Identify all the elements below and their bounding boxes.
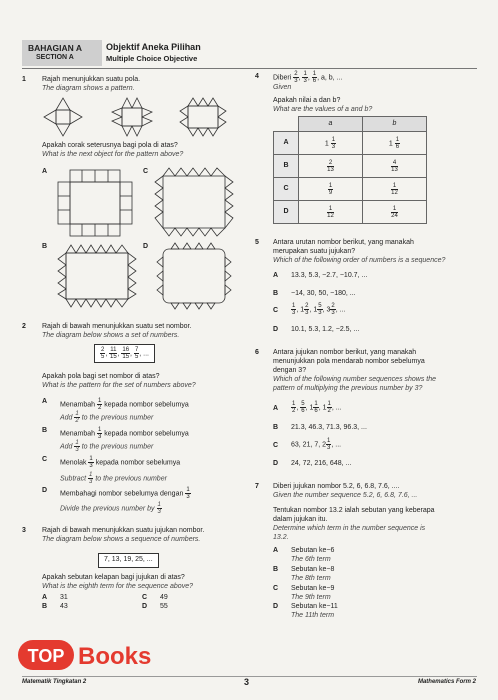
option-text: Sebutan ke−9 [291,585,335,592]
section-label-en: SECTION A [36,54,74,61]
question-text: Antara urutan nombor berikut, yang manakah [273,239,414,246]
question-number: 6 [255,349,259,356]
option-letter: A [42,398,48,405]
section-title-en: Multiple Choice Objective [106,54,198,63]
option-text-en: Add $\frac{1}{2}$ to the previous number [60,411,154,424]
number-set-box: $\frac{2}{5}$ , $\frac{11}{15}$ , $\frac{16}{15}$ , $\frac{7}{5}$ , ... [94,344,155,363]
row-letter: B [274,155,299,178]
option-text: Membahagi nombor sebelumya dengan $\frac{1}{3}$ [60,487,190,500]
question-ask: Tentukan nombor 13.2 ialah sebutan yang keberapa [273,507,435,514]
question-number: 1 [22,76,26,83]
question-ask: Apakah sebutan kelapan bagi jujukan di atas? [42,574,185,581]
section-title-ms: Objektif Aneka Pilihan [106,42,201,52]
option-letter: C [273,585,279,592]
option-text: Sebutan ke−6 [291,547,335,554]
question-text: Rajah di bawah menunjukkan suatu jujukan nombor. [42,527,205,534]
question-text: Rajah di bawah menunjukkan suatu set nombor. [42,323,192,330]
row-letter: A [274,132,299,155]
option-value: 24, 72, 216, 648, ... [291,460,352,467]
option-text-en: The 6th term [291,556,331,563]
question-text-en: The diagram shows a pattern. [42,85,135,92]
question-number: 4 [255,73,259,80]
column-header: a [299,117,363,132]
footer-right: Mathematics Form 2 [417,679,476,685]
topbooks-logo [16,637,176,673]
option-d-figure [153,241,235,311]
option-letter: B [42,243,48,250]
footer-left: Matematik Tingkatan 2 [22,679,87,685]
option-value: 63, 21, 7, 2 $\frac{1}{3}$ , ... [291,438,342,451]
svg-text:TOP: TOP [27,646,65,666]
table-row [274,132,427,155]
option-text-en: The 8th term [291,575,331,582]
sequence-box: 7, 13, 19, 25, ... [98,553,159,568]
option-text-en: The 11th term [291,612,335,619]
table-cell: $\frac{1}{24}$ [363,201,427,224]
table-cell: $\frac{2}{13}$ [299,155,363,178]
column-header: b [363,117,427,132]
option-c-figure [153,166,235,238]
option-value: 13.3, 5.3, −2.7, −10.7, ... [291,272,368,279]
option-value: $\frac{1}{3}$ , 1 $\frac{2}{3}$ , 1 $\frac{5}{3}$ , 3 $\frac{2}{3}$ , ... [292,303,346,316]
option-letter: D [273,460,279,467]
option-text: Menolak $\frac{1}{3}$ kepada nombor sebelumya [60,456,181,469]
question-text-en: Given the number sequence 5.2, 6, 6.8, 7.6, ... [273,492,418,499]
option-letter: D [143,243,149,250]
table-cell: 1 $\frac{1}{3}$ [299,132,363,155]
option-letter: B [42,427,48,434]
question-text-en: pattern of multiplying the previous number by 3? [273,385,423,392]
option-letter: D [142,603,148,610]
table-row [274,155,427,178]
table-row [274,178,427,201]
set-fraction: $\frac{11}{15}$ [110,347,117,360]
option-text-en: Subtract $\frac{1}{3}$ to the previous number [60,472,167,485]
option-value: 49 [160,594,168,601]
question-ask: Apakah corak seterusnya bagi pola di atas? [42,142,178,149]
option-text-en: Add $\frac{1}{3}$ to the previous number [60,440,154,453]
option-value: −14, 30, 50, −180, ... [291,290,356,297]
question-ask-en: What is the pattern for the set of numbers above? [42,382,196,389]
option-value: $\frac{1}{2}$ , $\frac{5}{6}$ , 1 $\frac{1}{6}$ , 1 $\frac{1}{2}$ , ... [292,401,342,414]
question-number: 5 [255,239,259,246]
question-ask-en: Determine which term in the number sequence is [273,525,426,532]
question-ask-en: What is the next object for the pattern above? [42,151,184,158]
header-divider [22,68,477,69]
option-letter: D [42,487,48,494]
question-text: menunjukkan pola mendarab nombor sebelumya [273,358,425,365]
option-letter: D [273,603,279,610]
question-number: 3 [22,527,26,534]
table-cell: $\frac{1}{12}$ [299,201,363,224]
option-letter: A [42,168,48,175]
question-text: Rajah menunjukkan suatu pola. [42,76,141,83]
question-number: 2 [22,323,26,330]
table-cell: $\frac{1}{12}$ [363,178,427,201]
footer-divider [22,676,477,677]
question-text-en: The diagram below shows a sequence of numbers. [42,536,201,543]
option-letter: C [42,456,48,463]
answer-table [273,116,427,224]
option-value: 43 [60,603,68,610]
question-ask-en: 13.2. [273,534,289,541]
option-letter: D [273,326,279,333]
set-fraction: $\frac{7}{5}$ [134,347,139,360]
question-ask-en: What are the values of a and b? [273,106,373,113]
section-header-box [22,40,102,66]
row-letter: D [274,201,299,224]
question-ask-en: What is the eighth term for the sequence above? [42,583,193,590]
question-text-en: Which of the following number sequences shows the [273,376,437,383]
question-number: 7 [255,483,259,490]
option-text-en: Divide the previous number by $\frac{1}{3}$ [60,502,161,515]
question-given-en: Given [273,84,292,91]
pattern-sequence-figure [40,96,240,138]
option-letter: B [273,424,279,431]
option-text: Sebutan ke−8 [291,566,335,573]
option-b-figure [56,243,138,309]
question-text: dengan 3? [273,367,307,374]
option-a-figure [56,168,134,238]
option-text: Menambah $\frac{1}{3}$ kepada nombor sebelumya [60,427,189,440]
question-text: Antara jujukan nombor berikut, yang manakah [273,349,417,356]
row-letter: C [274,178,299,201]
table-cell: 1 $\frac{1}{6}$ [363,132,427,155]
option-value: 55 [160,603,168,610]
option-letter: C [142,594,148,601]
option-letter: C [143,168,149,175]
page-number: 3 [244,677,250,687]
section-label-ms: BAHAGIAN A [28,43,82,53]
option-letter: B [42,603,48,610]
option-letter: C [273,442,279,449]
option-letter: A [273,405,279,412]
question-ask: dalam jujukan itu. [273,516,328,523]
option-value: 10.1, 5.3, 1.2, −2.5, ... [291,326,360,333]
option-text: Menambah $\frac{1}{2}$ kepada nombor sebelumya [60,398,189,411]
option-letter: B [273,290,279,297]
question-text: Diberi jujukan nombor 5.2, 6, 6.8, 7.6, .... [273,483,400,490]
set-fraction: $\frac{16}{15}$ [122,347,130,360]
question-text-en: The diagram below shows a set of numbers. [42,332,180,339]
question-ask: Apakah nilai a dan b? [273,97,341,104]
set-fraction: $\frac{2}{5}$ [101,347,105,360]
option-text: Sebutan ke−11 [291,603,338,610]
option-letter: A [273,547,279,554]
option-value: 21.3, 46.3, 71.3, 96.3, ... [291,424,367,431]
option-letter: A [42,594,48,601]
option-letter: B [273,566,279,573]
table-cell: $\frac{4}{13}$ [363,155,427,178]
table-row [274,201,427,224]
table-cell: $\frac{1}{9}$ [299,178,363,201]
question-text: merupakan suatu jujukan? [273,248,356,255]
svg-text:Books: Books [78,643,152,670]
question-ask: Apakah pola bagi set nombor di atas? [42,373,160,380]
question-given: Diberi $\frac{2}{3}$ , $\frac{1}{3}$ , $\frac{1}{6}$ , a, b, ... [273,71,343,84]
option-letter: A [273,272,279,279]
option-value: 31 [60,594,68,601]
question-text-en: Which of the following order of numbers is a sequence? [273,257,446,264]
option-text-en: The 9th term [291,594,331,601]
option-letter: C [273,307,279,314]
